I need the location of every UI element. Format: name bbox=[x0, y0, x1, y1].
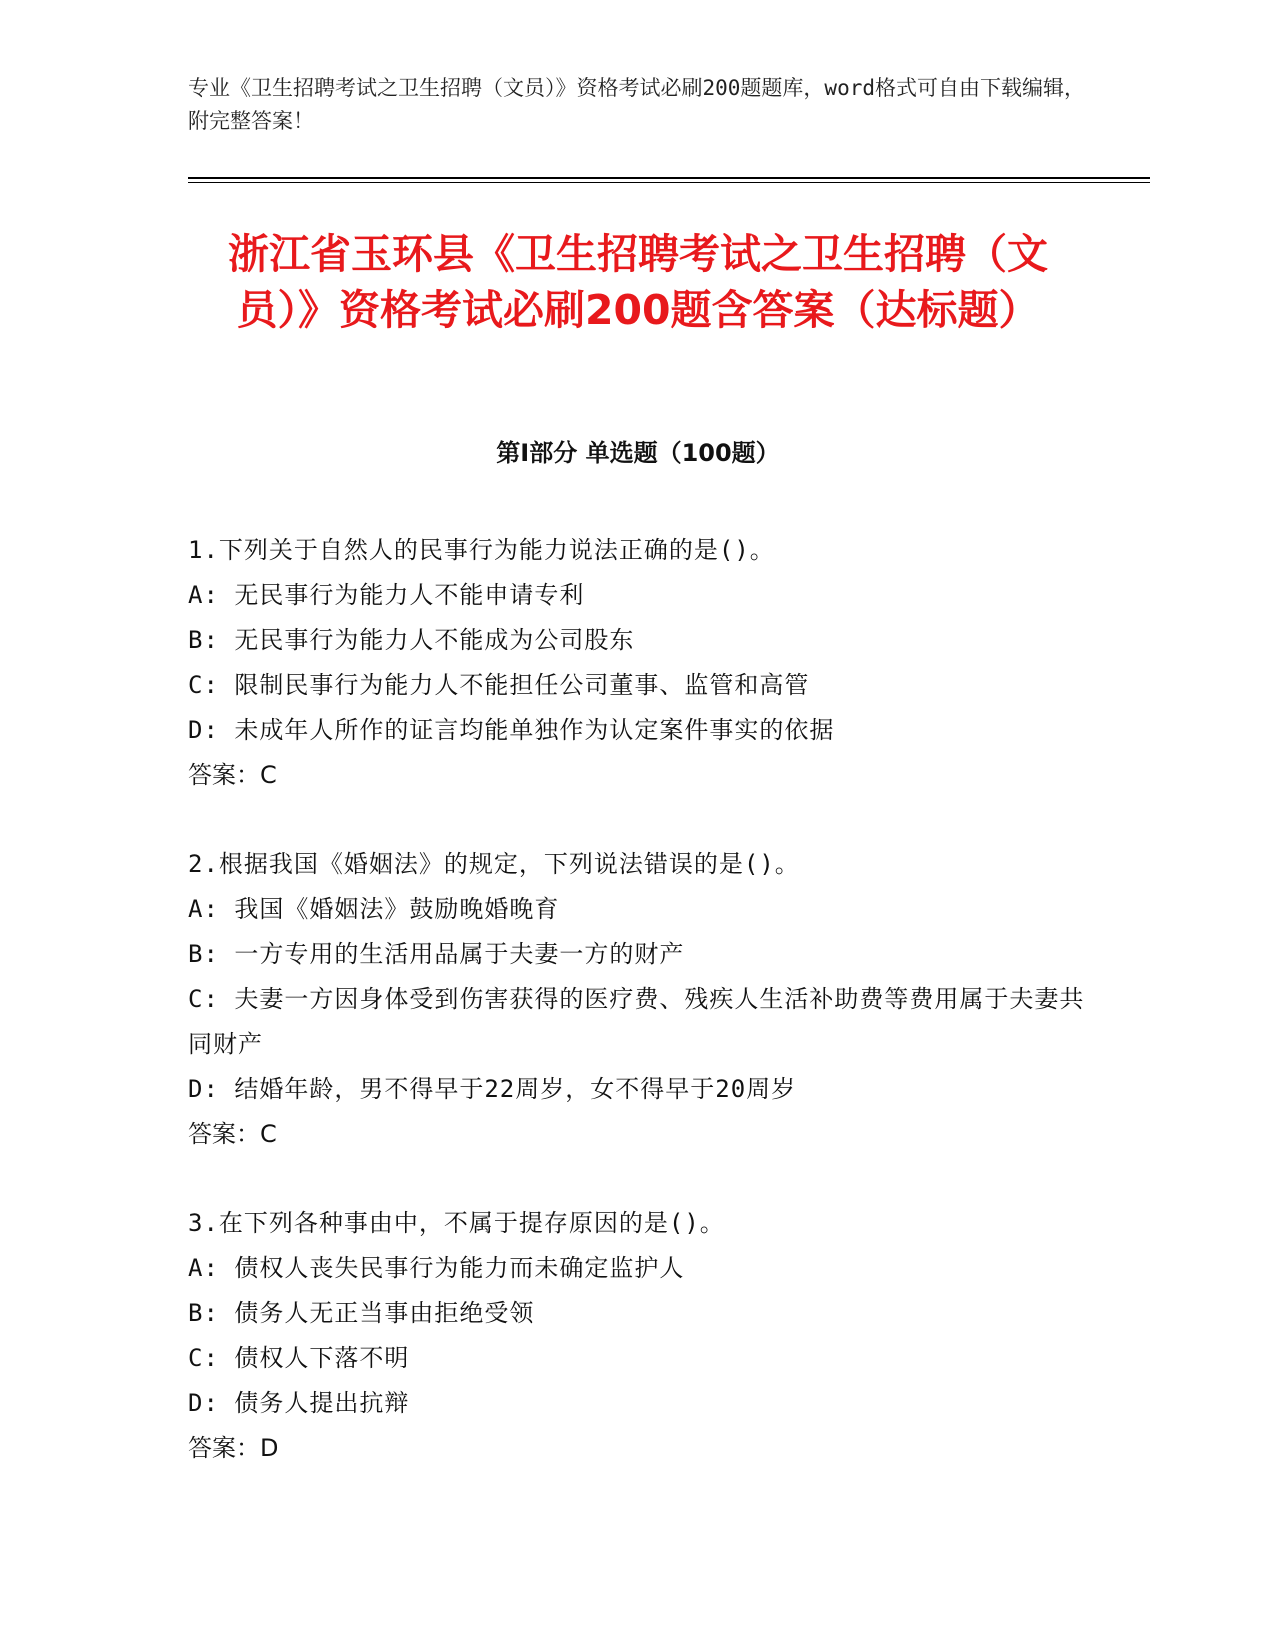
header-note: 专业《卫生招聘考试之卫生招聘（文员）》资格考试必刷200题题库，word格式可自由下载编辑，附完整答案！ bbox=[188, 76, 1085, 133]
option-a: A: 无民事行为能力人不能申请专利 bbox=[188, 581, 585, 609]
option-d: D: 结婚年龄，男不得早于22周岁，女不得早于20周岁 bbox=[188, 1075, 797, 1103]
header-rule-thick bbox=[188, 177, 1150, 179]
answer-label: 答案：C bbox=[188, 761, 277, 789]
option-c: C: 债权人下落不明 bbox=[188, 1344, 410, 1372]
option-a: A: 债权人丧失民事行为能力而未确定监护人 bbox=[188, 1254, 685, 1282]
question-stem: 3.在下列各种事由中，不属于提存原因的是()。 bbox=[188, 1209, 725, 1237]
header-rule-thin bbox=[188, 182, 1150, 183]
question-3 bbox=[188, 1201, 1088, 1471]
option-b: B: 债务人无正当事由拒绝受领 bbox=[188, 1299, 535, 1327]
option-b: B: 一方专用的生活用品属于夫妻一方的财产 bbox=[188, 940, 685, 968]
option-d: D: 未成年人所作的证言均能单独作为认定案件事实的依据 bbox=[188, 716, 835, 744]
question-stem: 1.下列关于自然人的民事行为能力说法正确的是()。 bbox=[188, 536, 775, 564]
option-c: C: 限制民事行为能力人不能担任公司董事、监管和高管 bbox=[188, 671, 810, 699]
option-c: C: 夫妻一方因身体受到伤害获得的医疗费、残疾人生活补助费等费用属于夫妻共同财产 bbox=[188, 985, 1085, 1058]
question-stem: 2.根据我国《婚姻法》的规定，下列说法错误的是()。 bbox=[188, 850, 800, 878]
option-b: B: 无民事行为能力人不能成为公司股东 bbox=[188, 626, 635, 654]
option-d: D: 债务人提出抗辩 bbox=[188, 1389, 410, 1417]
question-1 bbox=[188, 528, 1088, 798]
question-2 bbox=[188, 842, 1088, 1157]
option-a: A: 我国《婚姻法》鼓励晚婚晚育 bbox=[188, 895, 560, 923]
answer-label: 答案：D bbox=[188, 1434, 279, 1462]
section-title: 第I部分 单选题（100题） bbox=[496, 439, 780, 467]
document-title: 浙江省玉环县《卫生招聘考试之卫生招聘（文员）》资格考试必刷200题含答案（达标题） bbox=[228, 230, 1048, 334]
answer-label: 答案：C bbox=[188, 1120, 277, 1148]
question-list bbox=[188, 528, 1088, 1515]
